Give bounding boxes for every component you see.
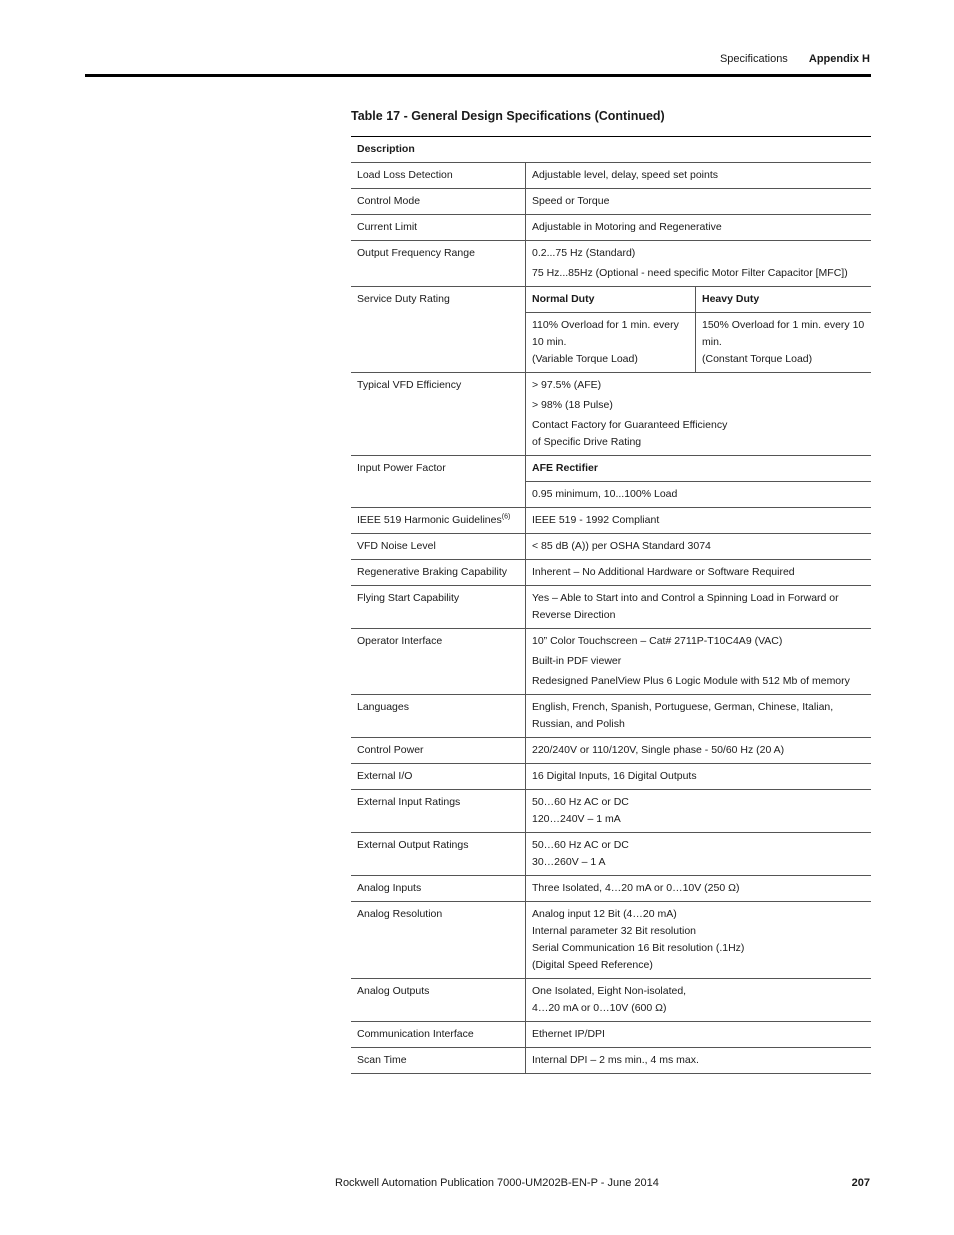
table-row — [351, 373, 871, 456]
value-line: Built-in PDF viewer — [532, 655, 622, 667]
row-value — [526, 790, 872, 833]
row-label: Operator Interface — [351, 629, 526, 695]
row-value — [526, 586, 872, 629]
footnote-ref: (6) — [501, 513, 511, 521]
row-value — [526, 534, 872, 560]
row-value — [526, 1022, 872, 1048]
normal-duty-header: Normal Duty — [526, 287, 696, 313]
row-label: Communication Interface — [351, 1022, 526, 1048]
value-line: Serial Communication 16 Bit resolution (.1Hz) — [532, 942, 745, 954]
row-label: External I/O — [351, 764, 526, 790]
value-line: One Isolated, Eight Non-isolated, — [532, 985, 687, 997]
row-label: VFD Noise Level — [351, 534, 526, 560]
row-value — [526, 241, 872, 287]
row-value — [526, 833, 872, 876]
row-label: Flying Start Capability — [351, 586, 526, 629]
spec-table — [351, 136, 871, 1074]
value-line: Three Isolated, 4…20 mA or 0…10V (250 Ω) — [532, 882, 740, 894]
value-line: (Variable Torque Load) — [532, 353, 638, 365]
table-title: Table 17 - General Design Specifications (Continued) — [351, 109, 665, 123]
row-value — [526, 629, 872, 695]
value-line: Redesigned PanelView Plus 6 Logic Module with 512 Mb of memory — [532, 675, 850, 687]
table-row — [351, 1048, 871, 1074]
header-appendix: Appendix H — [808, 53, 870, 65]
row-value — [526, 876, 872, 902]
value-line: Analog input 12 Bit (4…20 mA) — [532, 908, 677, 920]
row-label: Load Loss Detection — [351, 163, 526, 189]
table-row — [351, 215, 871, 241]
row-value: IEEE 519 - 1992 Compliant — [526, 508, 872, 534]
running-header — [720, 53, 870, 65]
page-number: 207 — [851, 1177, 870, 1189]
value-line: 16 Digital Inputs, 16 Digital Outputs — [532, 770, 697, 782]
table-row — [351, 764, 871, 790]
table-row — [351, 1022, 871, 1048]
heavy-duty-value — [696, 313, 872, 373]
row-value — [526, 979, 872, 1022]
row-value — [526, 764, 872, 790]
value-line: 150% Overload for 1 min. every 10 min. — [702, 319, 865, 348]
value-line: Contact Factory for Guaranteed Efficiency — [532, 419, 728, 431]
value-line: 4…20 mA or 0…10V (600 Ω) — [532, 1002, 667, 1014]
row-label: Service Duty Rating — [351, 287, 526, 373]
row-label: Regenerative Braking Capability — [351, 560, 526, 586]
value-line: 50…60 Hz AC or DC — [532, 839, 629, 851]
description-header: Description — [351, 137, 871, 163]
row-label: Typical VFD Efficiency — [351, 373, 526, 456]
value-line: 10” Color Touchscreen – Cat# 2711P-T10C4A9 (VAC) — [532, 635, 783, 647]
row-label: Scan Time — [351, 1048, 526, 1074]
row-value — [526, 1048, 872, 1074]
table-row — [351, 695, 871, 738]
value-line: Ethernet IP/DPI — [532, 1028, 605, 1040]
table-row — [351, 456, 871, 482]
row-label: Analog Outputs — [351, 979, 526, 1022]
power-factor-value: 0.95 minimum, 10...100% Load — [526, 482, 872, 508]
row-label: Output Frequency Range — [351, 241, 526, 287]
value-line: < 85 dB (A)) per OSHA Standard 3074 — [532, 540, 711, 552]
value-line: Adjustable in Motoring and Regenerative — [532, 221, 722, 233]
normal-duty-value — [526, 313, 696, 373]
table-row — [351, 241, 871, 287]
row-value — [526, 695, 872, 738]
value-line: Internal parameter 32 Bit resolution — [532, 925, 697, 937]
row-label: Input Power Factor — [351, 456, 526, 508]
value-line: > 97.5% (AFE) — [532, 379, 602, 391]
value-line: 220/240V or 110/120V, Single phase - 50/60 Hz (20 A) — [532, 744, 785, 756]
table-row — [351, 738, 871, 764]
value-line: > 98% (18 Pulse) — [532, 399, 613, 411]
ieee-label: IEEE 519 Harmonic Guidelines — [357, 514, 502, 526]
row-label — [351, 508, 526, 534]
value-line: (Digital Speed Reference) — [532, 959, 653, 971]
value-line: Internal DPI – 2 ms min., 4 ms max. — [532, 1054, 699, 1066]
table-row — [351, 629, 871, 695]
row-label: External Output Ratings — [351, 833, 526, 876]
value-line: Adjustable level, delay, speed set points — [532, 169, 719, 181]
row-label: Analog Inputs — [351, 876, 526, 902]
row-value — [526, 902, 872, 979]
table-row — [351, 508, 871, 534]
row-value — [526, 373, 872, 456]
value-line: 0.2...75 Hz (Standard) — [532, 247, 636, 259]
value-line: Inherent – No Additional Hardware or Software Required — [532, 566, 795, 578]
row-label: Control Power — [351, 738, 526, 764]
header-section: Specifications — [719, 53, 788, 65]
table-row — [351, 534, 871, 560]
value-line: 30…260V – 1 A — [532, 856, 606, 868]
value-line: 50…60 Hz AC or DC — [532, 796, 629, 808]
table-row — [351, 560, 871, 586]
value-line: (Constant Torque Load) — [702, 353, 813, 365]
row-label: Languages — [351, 695, 526, 738]
row-value — [526, 215, 872, 241]
row-value — [526, 560, 872, 586]
table-row — [351, 902, 871, 979]
header-rule — [85, 74, 871, 77]
row-value — [526, 163, 872, 189]
value-line: 75 Hz...85Hz (Optional - need specific Motor Filter Capacitor [MFC]) — [532, 267, 848, 279]
table-header-row — [351, 137, 871, 163]
row-label: Analog Resolution — [351, 902, 526, 979]
table-row — [351, 876, 871, 902]
row-label: Current Limit — [351, 215, 526, 241]
table-row — [351, 287, 871, 313]
table-row — [351, 833, 871, 876]
row-value — [526, 189, 872, 215]
afe-rectifier-header: AFE Rectifier — [526, 456, 872, 482]
row-label: External Input Ratings — [351, 790, 526, 833]
value-line: of Specific Drive Rating — [532, 436, 642, 448]
value-line: 120…240V – 1 mA — [532, 813, 621, 825]
table-row — [351, 586, 871, 629]
table-row — [351, 790, 871, 833]
value-line: Yes – Able to Start into and Control a Spinning Load in Forward or Reverse Direction — [532, 592, 839, 621]
value-line: Speed or Torque — [532, 195, 610, 207]
row-label: Control Mode — [351, 189, 526, 215]
table-row — [351, 979, 871, 1022]
value-line: 110% Overload for 1 min. every 10 min. — [532, 319, 679, 348]
publication-footer: Rockwell Automation Publication 7000-UM202B-EN-P - June 2014 — [335, 1177, 659, 1189]
value-line: English, French, Spanish, Portuguese, German, Chinese, Italian, Russian, and Polish — [532, 701, 834, 730]
row-value — [526, 738, 872, 764]
table-row — [351, 189, 871, 215]
table-row — [351, 163, 871, 189]
heavy-duty-header: Heavy Duty — [696, 287, 872, 313]
